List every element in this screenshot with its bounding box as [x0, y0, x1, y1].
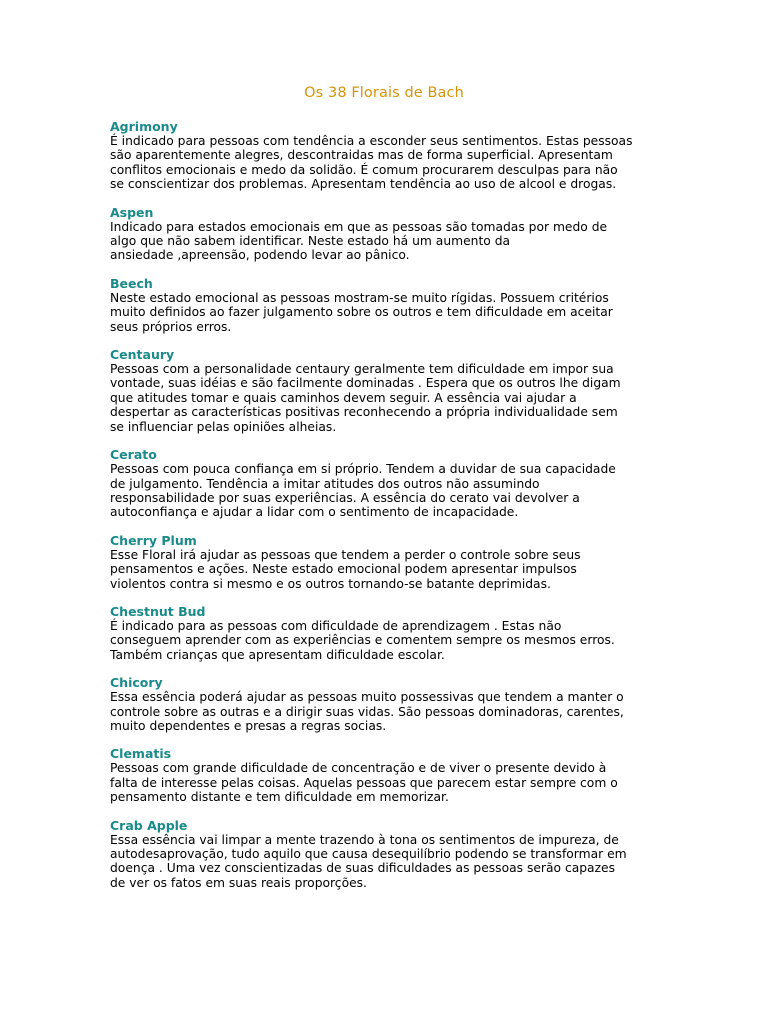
remedy-description: Indicado para estados emocionais em que as pessoas são tomadas por medo de algo que não sabem identificar. Neste estado há um aumento da ansiedade ,apreensão, podendo levar ao pânico. [110, 219, 608, 263]
remedy-entry-chestnut-bud [110, 604, 670, 662]
remedy-description: Pessoas com pouca confiança em si próprio. Tendem a duvidar de sua capacidade de julgamento. Tendência a imitar atitudes dos outros não assumindo responsabilidade por suas experiências. A essência do cerato vai devolver a autoconfiança e ajudar a lidar com o sentimento de incapacidade. [110, 462, 616, 520]
remedy-description: É indicado para pessoas com tendência a esconder seus sentimentos. Estas pessoas são aparentemente alegres, descontraidas mas de forma superficial. Apresentam conflitos emocionais e medo da solidão. É comum procurarem desculpas para não se conscientizar dos problemas. Apresentam tendência ao uso de alcool e drogas. [110, 134, 633, 192]
remedy-entry-centaury [110, 347, 670, 434]
remedy-entry-crab-apple [110, 818, 670, 891]
remedy-entry-chicory [110, 675, 670, 733]
remedy-list [110, 119, 670, 903]
remedy-name: Crab Apple [110, 817, 188, 833]
remedy-name: Cherry Plum [110, 532, 197, 548]
remedy-name: Agrimony [110, 119, 178, 134]
remedy-description: Pessoas com grande dificuldade de concentração e de viver o presente devido à falta de interesse pelas coisas. Aquelas pessoas que parecem estar sempre com o pensamento distante e tem dificuldade em memorizar. [110, 761, 618, 805]
page-title: Os 38 Florais de Bach [304, 85, 464, 101]
remedy-entry-agrimony [110, 119, 670, 192]
remedy-description: Essa essência poderá ajudar as pessoas muito possessivas que tendem a manter o controle sobre as outras e a dirigir suas vidas. São pessoas dominadoras, carentes, muito dependentes e presas a regras socias. [110, 690, 624, 733]
remedy-name: Beech [110, 275, 153, 291]
remedy-entry-aspen [110, 205, 670, 263]
remedy-entry-cerato [110, 447, 670, 520]
remedy-name: Centaury [110, 347, 175, 363]
remedy-entry-beech [110, 276, 670, 334]
remedy-name: Chestnut Bud [110, 603, 206, 619]
remedy-description: Neste estado emocional as pessoas mostram-se muito rígidas. Possuem critérios muito definidos ao fazer julgamento sobre os outros e tem dificuldade em aceitar seus próprios erros. [110, 290, 613, 334]
remedy-entry-cherry-plum [110, 533, 670, 591]
remedy-description: Esse Floral irá ajudar as pessoas que tendem a perder o controle sobre seus pensamentos e ações. Neste estado emocional podem apresentar impulsos violentos contra si mesmo e os outros tornando-se batante deprimidas. [110, 547, 581, 591]
remedy-name: Chicory [110, 675, 163, 691]
remedy-description: É indicado para as pessoas com dificuldade de aprendizagem . Estas não conseguem aprender com as experiências e comentem sempre os mesmos erros. Também crianças que apresentam dificuldade escolar. [110, 618, 615, 662]
remedy-entry-clematis [110, 746, 670, 804]
remedy-name: Cerato [110, 447, 157, 463]
remedy-description: Essa essência vai limpar a mente trazendo à tona os sentimentos de impureza, de autodesaprovação, tudo aquilo que causa desequilíbrio podendo se transformar em doença . Uma vez conscientizadas de suas dificuldades as pessoas serão capazes de ver os fatos em suas reais proporções. [110, 832, 627, 890]
remedy-name: Clematis [110, 746, 172, 762]
remedy-description: Pessoas com a personalidade centaury geralmente tem dificuldade em impor sua vontade, suas idéias e são facilmente dominadas . Espera que os outros lhe digam que atitudes tomar e quais caminhos devem seguir. A essência vai ajudar a despertar as características positivas reconhecendo a própria individualidade sem se influenciar pelas opiniões alheias. [110, 362, 621, 434]
remedy-name: Aspen [110, 204, 154, 220]
